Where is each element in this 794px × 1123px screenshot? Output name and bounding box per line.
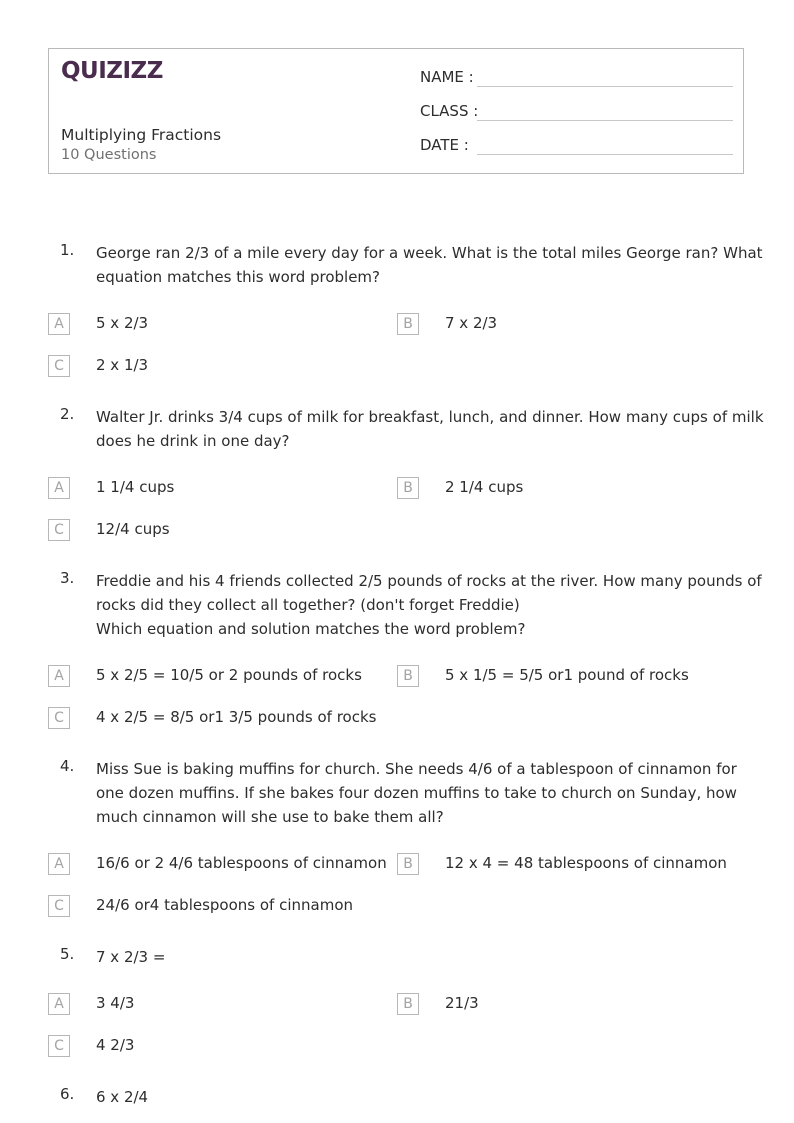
option-letter-box: A <box>48 993 70 1015</box>
question-line: Freddie and his 4 friends collected 2/5 pounds of rocks at the river. How many pounds of <box>96 572 762 590</box>
date-line[interactable] <box>477 154 733 155</box>
option-text: 5 x 2/5 = 10/5 or 2 pounds of rocks <box>96 666 362 684</box>
question-line: rocks did they collect all together? (don't forget Freddie) <box>96 596 520 614</box>
option-text: 4 2/3 <box>96 1036 135 1054</box>
option-text: 21/3 <box>445 994 479 1012</box>
question-line: does he drink in one day? <box>96 432 290 450</box>
option-letter-box: A <box>48 477 70 499</box>
option-text: 2 1/4 cups <box>445 478 524 496</box>
option-text: 16/6 or 2 4/6 tablespoons of cinnamon <box>96 854 387 872</box>
option-text: 4 x 2/5 = 8/5 or1 3/5 pounds of rocks <box>96 708 377 726</box>
name-label: NAME : <box>420 68 474 86</box>
option-letter-box: C <box>48 355 70 377</box>
question-count: 10 Questions <box>61 147 157 163</box>
option-letter-box: A <box>48 665 70 687</box>
option-text: 12 x 4 = 48 tablespoons of cinnamon <box>445 854 727 872</box>
question-line: equation matches this word problem? <box>96 268 381 286</box>
question-text <box>96 757 748 829</box>
question-number: 6. <box>60 1085 75 1103</box>
option-text: 12/4 cups <box>96 520 170 538</box>
option-letter-box: B <box>397 665 419 687</box>
name-field <box>420 68 734 90</box>
question-text <box>96 945 748 969</box>
option-text: 1 1/4 cups <box>96 478 175 496</box>
date-label: DATE : <box>420 136 469 154</box>
option-letter-box: C <box>48 707 70 729</box>
question-text <box>96 1085 748 1109</box>
question-line: Miss Sue is baking muffins for church. She needs 4/6 of a tablespoon of cinnamon for <box>96 760 737 778</box>
option-letter-box: C <box>48 519 70 541</box>
question-number: 3. <box>60 569 75 587</box>
option-text: 2 x 1/3 <box>96 356 149 374</box>
option-text: 7 x 2/3 <box>445 314 498 332</box>
question-line: George ran 2/3 of a mile every day for a week. What is the total miles George ran? What <box>96 244 763 262</box>
option-text: 24/6 or4 tablespoons of cinnamon <box>96 896 354 914</box>
question-line: one dozen muffins. If she bakes four dozen muffins to take to church on Sunday, how <box>96 784 737 802</box>
option-letter-box: B <box>397 313 419 335</box>
option-letter-box: A <box>48 313 70 335</box>
class-field <box>420 102 734 124</box>
question-text <box>96 241 763 289</box>
question-number: 4. <box>60 757 75 775</box>
option-letter-box: A <box>48 853 70 875</box>
question-line: 6 x 2/4 <box>96 1088 149 1106</box>
question-text <box>96 569 762 641</box>
name-line[interactable] <box>477 86 733 87</box>
question-number: 2. <box>60 405 75 423</box>
question-line: Walter Jr. drinks 3/4 cups of milk for breakfast, lunch, and dinner. How many cups of milk <box>96 408 764 426</box>
worksheet-header <box>48 48 744 174</box>
class-label: CLASS : <box>420 102 479 120</box>
date-field <box>420 136 734 158</box>
option-letter-box: C <box>48 895 70 917</box>
option-letter-box: B <box>397 853 419 875</box>
option-letter-box: B <box>397 477 419 499</box>
question-text <box>96 405 764 453</box>
option-text: 5 x 1/5 = 5/5 or1 pound of rocks <box>445 666 689 684</box>
question-line: Which equation and solution matches the word problem? <box>96 620 526 638</box>
option-text: 3 4/3 <box>96 994 135 1012</box>
option-text: 5 x 2/3 <box>96 314 149 332</box>
option-letter-box: B <box>397 993 419 1015</box>
option-letter-box: C <box>48 1035 70 1057</box>
class-line[interactable] <box>477 120 733 121</box>
quizizz-logo: QUIZIZZ <box>61 58 163 84</box>
question-number: 5. <box>60 945 75 963</box>
question-line: 7 x 2/3 = <box>96 948 166 966</box>
worksheet-title: Multiplying Fractions <box>61 126 222 144</box>
question-line: much cinnamon will she use to bake them all? <box>96 808 444 826</box>
question-number: 1. <box>60 241 75 259</box>
